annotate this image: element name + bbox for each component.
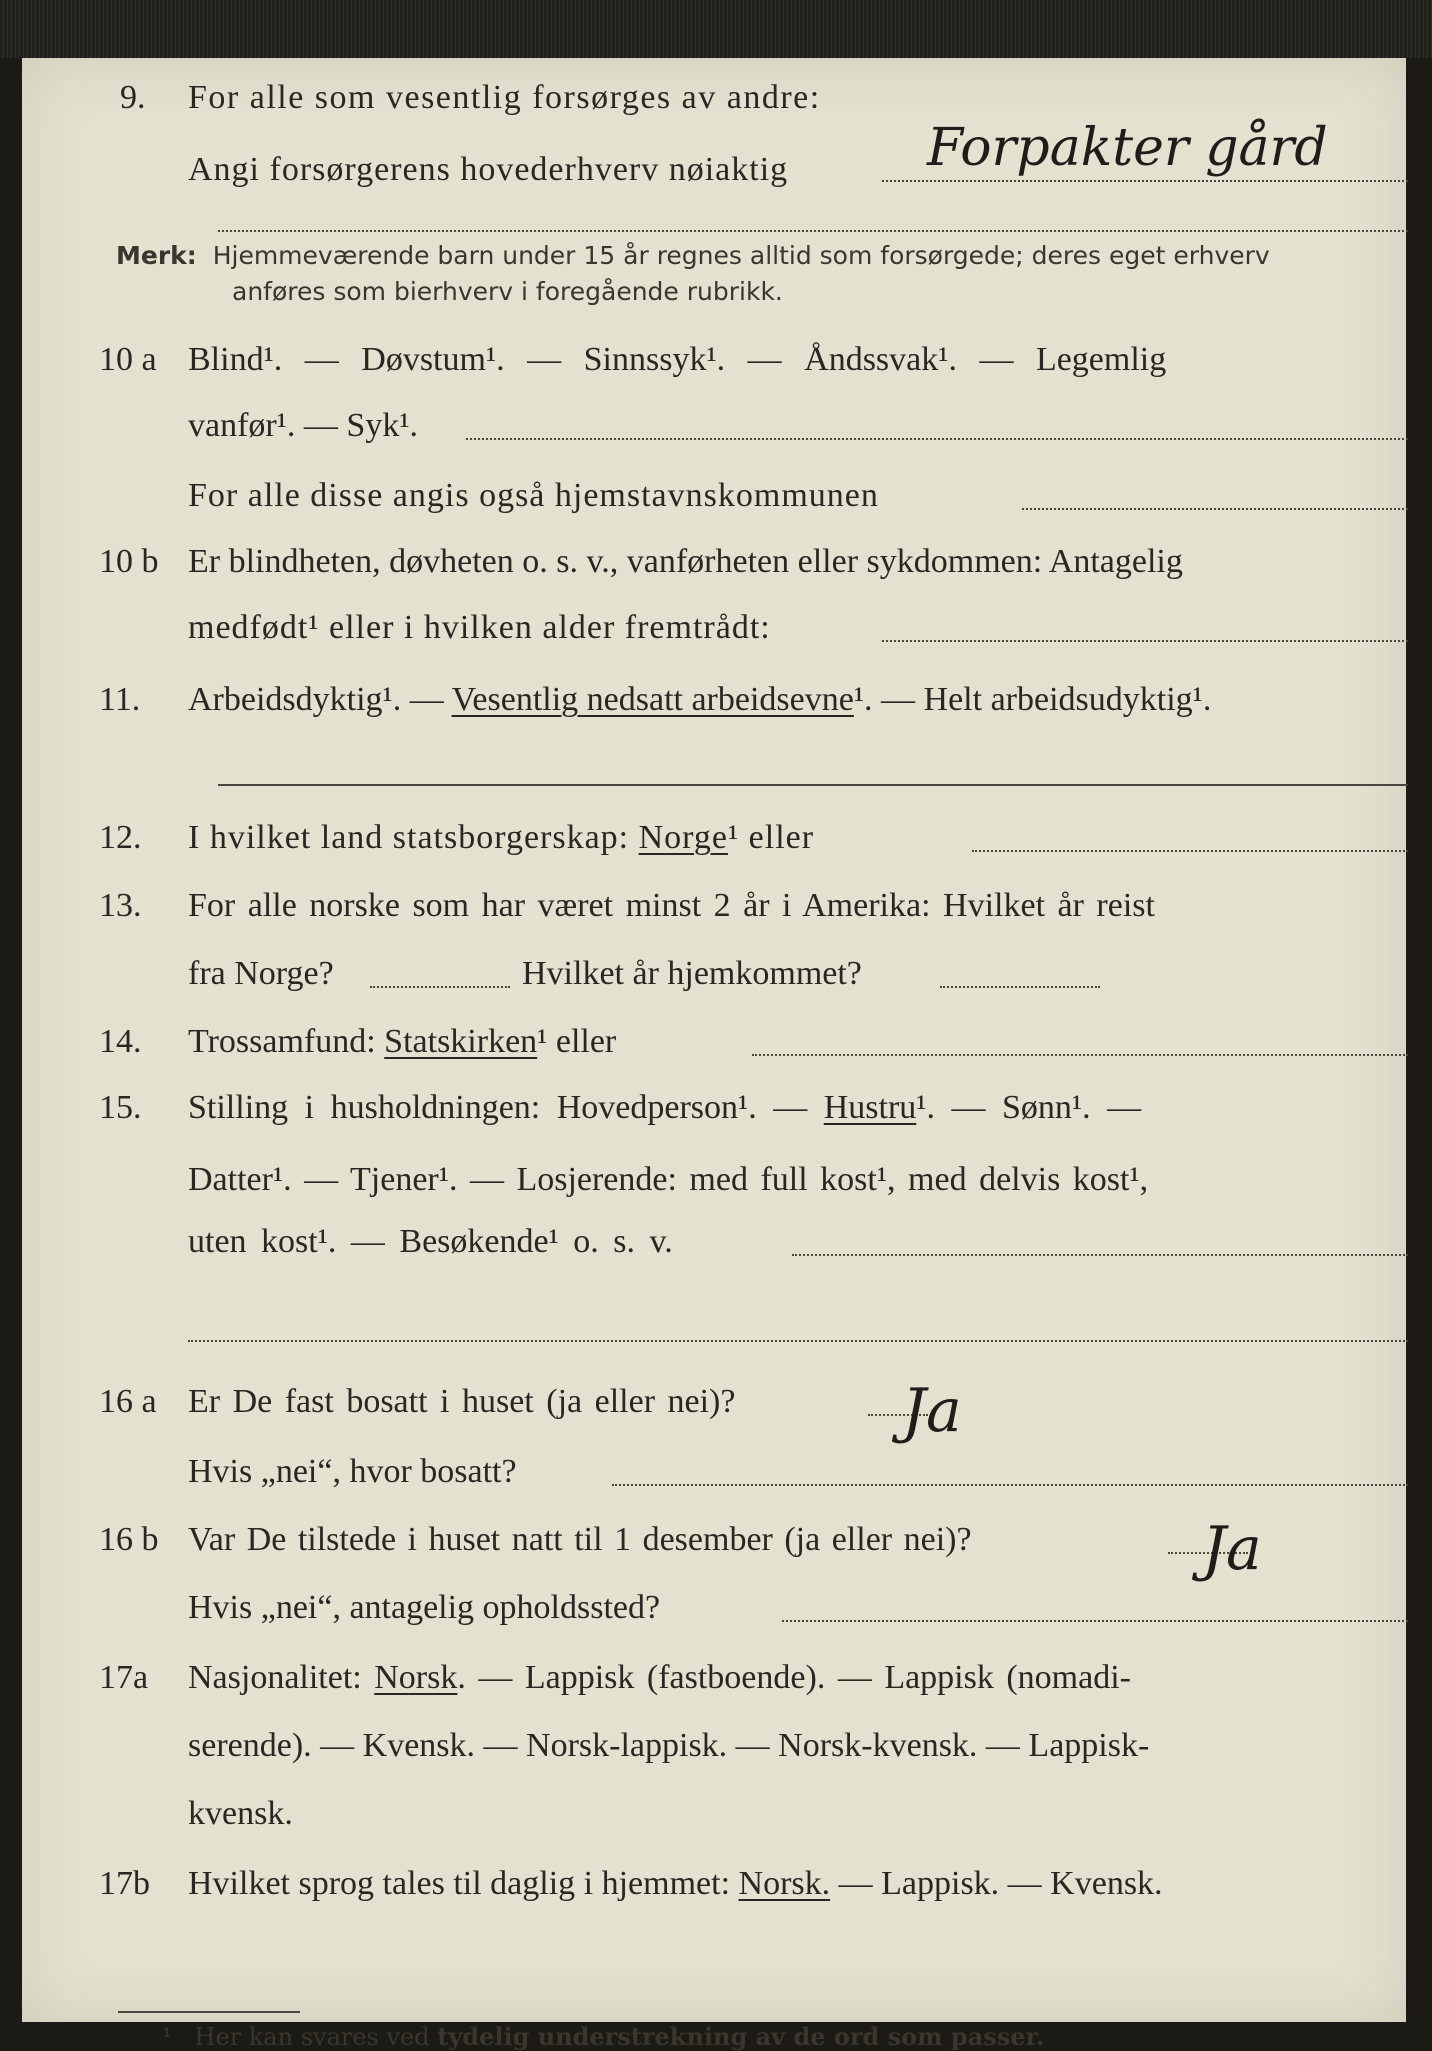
- q17a-text-1: [188, 1648, 1131, 1708]
- q14-text: [188, 1012, 616, 1072]
- q11-option-unfit: ¹. — Helt arbeidsudyktig¹.: [853, 681, 1212, 718]
- q15-label: Stilling i husholdningen: Hovedperson¹. —: [188, 1089, 824, 1126]
- q14-eller: ¹ eller: [537, 1023, 617, 1060]
- q13-text-2b: Hvilket år hjemkommet?: [522, 955, 862, 992]
- q10a-text-2: vanfør¹. — Syk¹.: [188, 407, 419, 444]
- q17a-text-2: serende). — Kvensk. — Norsk-lappisk. — Norsk-kvensk. — Lappisk-: [188, 1727, 1150, 1764]
- merk-text-2: anføres som bierhverv i foregående rubrikk.: [232, 277, 783, 306]
- q14-answer-line[interactable]: [752, 1054, 1408, 1056]
- q12-eller: ¹ eller: [727, 819, 815, 856]
- q9-number: 9.: [120, 79, 146, 116]
- q16b-row-1: [22, 1510, 1406, 1570]
- q17a-row-2: [22, 1716, 1406, 1776]
- footnote: [162, 2022, 1044, 2051]
- q13-text-1: For alle norske som har været minst 2 år i Amerika: Hvilket år reist: [188, 887, 1155, 924]
- q10a-hometown-line[interactable]: [1022, 508, 1408, 510]
- q17b-label: Hvilket sprog tales til daglig i hjemmet:: [188, 1865, 739, 1902]
- q17a-row-3: [22, 1784, 1406, 1844]
- q14-row: [22, 1012, 1406, 1072]
- q17a-other-options: . — Lappisk (fastboende). — Lappisk (nomadi-: [457, 1659, 1131, 1696]
- q17a-row-1: [22, 1648, 1406, 1708]
- q10a-number: 10 a: [99, 341, 157, 378]
- scan-edge: [0, 0, 1432, 58]
- q10a-row-2: [22, 396, 1406, 456]
- q16b-number: 16 b: [99, 1521, 159, 1558]
- q15-text-3: uten kost¹. — Besøkende¹ o. s. v.: [188, 1223, 673, 1260]
- footnote-bold-text: tydelig understrekning av de ord som passer.: [437, 2022, 1045, 2051]
- q10a-row-1: [22, 330, 1406, 390]
- q17b-other-options: — Lappisk. — Kvensk.: [830, 1865, 1163, 1902]
- q10a-answer-line[interactable]: [466, 438, 1408, 440]
- q16b-location-line[interactable]: [782, 1620, 1408, 1622]
- q12-label: I hvilket land statsborgerskap:: [188, 819, 639, 856]
- q13-number: 13.: [99, 887, 142, 924]
- q11-number: 11.: [99, 681, 141, 718]
- q12-number: 12.: [99, 819, 142, 856]
- q11-text: [188, 670, 1211, 730]
- q15-other-options: ¹. — Sønn¹. —: [916, 1089, 1142, 1126]
- q10b-number: 10 b: [99, 543, 159, 580]
- q13-year-returned-line[interactable]: [940, 986, 1100, 988]
- q16b-row-2: [22, 1578, 1406, 1638]
- q17a-text-3: kvensk.: [188, 1795, 293, 1832]
- q17b-number: 17b: [99, 1865, 150, 1902]
- q12-answer-line[interactable]: [972, 850, 1408, 852]
- q15-text-1: [188, 1078, 1141, 1138]
- q16b-text-1: Var De tilstede i huset natt til 1 desember (ja eller nei)?: [188, 1521, 972, 1558]
- q10b-answer-line[interactable]: [882, 640, 1408, 642]
- q12-option-norge-selected[interactable]: Norge: [638, 819, 728, 856]
- footnote-text: Her kan svares ved: [194, 2023, 438, 2051]
- q16b-text-2: Hvis „nei“, antagelig opholdssted?: [188, 1589, 661, 1626]
- q16a-answer-handwriting: Ja: [902, 1376, 962, 1446]
- q15-number: 15.: [99, 1089, 142, 1126]
- q13-row-2: [22, 944, 1406, 1004]
- q16a-row-2: [22, 1442, 1406, 1502]
- q16a-text-2: Hvis „nei“, hvor bosatt?: [188, 1453, 517, 1490]
- q17b-row: [22, 1854, 1406, 1914]
- q12-text: [188, 808, 814, 868]
- q15-row-2: [22, 1150, 1406, 1210]
- q14-option-statskirken-selected[interactable]: Statskirken: [384, 1023, 538, 1060]
- q13-row-1: [22, 876, 1406, 936]
- q9-answer-line[interactable]: [882, 180, 1408, 182]
- q15-text-2: Datter¹. — Tjener¹. — Losjerende: med full kost¹, med delvis kost¹,: [188, 1161, 1149, 1198]
- merk-text-1: Hjemmeværende barn under 15 år regnes alltid som forsørgede; deres eget erhverv: [212, 241, 1270, 270]
- q11-divider: [218, 784, 1408, 786]
- q10a-text-3: For alle disse angis også hjemstavnskommunen: [188, 477, 879, 514]
- census-form-page: [22, 58, 1406, 2051]
- q10b-row-2: [22, 598, 1406, 658]
- q15-second-line[interactable]: [188, 1340, 1408, 1342]
- q16a-number: 16 a: [99, 1383, 157, 1420]
- q11-row: [22, 670, 1406, 730]
- q17b-option-norsk-selected[interactable]: Norsk.: [738, 1865, 831, 1902]
- q17a-label: Nasjonalitet:: [188, 1659, 375, 1696]
- q13-year-left-line[interactable]: [370, 986, 510, 988]
- q16a-text-1: Er De fast bosatt i huset (ja eller nei)?: [188, 1383, 736, 1420]
- q15-answer-line[interactable]: [792, 1254, 1408, 1256]
- q16b-answer-handwriting: Ja: [1202, 1514, 1262, 1584]
- q16a-location-line[interactable]: [612, 1484, 1408, 1486]
- q14-number: 14.: [99, 1023, 142, 1060]
- footnote-mark: ¹: [162, 2023, 172, 2051]
- q9-text-1: For alle som vesentlig forsørges av andre:: [188, 79, 821, 116]
- q11-option-reduced-selected[interactable]: Vesentlig nedsatt arbeidsevne: [451, 681, 854, 718]
- q10a-row-3: [22, 466, 1406, 526]
- q9-text-2: Angi forsørgerens hovederhverv nøiaktig: [188, 151, 789, 188]
- q10a-text-1: Blind¹. — Døvstum¹. — Sinnssyk¹. — Åndssvak¹. — Legemlig: [188, 341, 1167, 378]
- q9-second-line[interactable]: [218, 230, 1408, 232]
- q10b-text-1: Er blindheten, døvheten o. s. v., vanførheten eller sykdommen: Antagelig: [188, 543, 1183, 580]
- q17a-option-norsk-selected[interactable]: Norsk: [374, 1659, 458, 1696]
- q10b-row-1: [22, 532, 1406, 592]
- q12-row: [22, 808, 1406, 868]
- footnote-rule: [118, 2011, 300, 2013]
- merk-note: [116, 238, 1270, 310]
- q9-answer-handwriting: Forpakter gård: [927, 118, 1328, 178]
- merk-label: Merk:: [116, 241, 197, 270]
- q17b-text: [188, 1854, 1163, 1914]
- q11-option-fit: Arbeidsdyktig¹. —: [188, 681, 452, 718]
- q16a-row-1: [22, 1372, 1406, 1432]
- q15-row-3: [22, 1212, 1406, 1272]
- q17a-number: 17a: [99, 1659, 149, 1696]
- q13-text-2a: fra Norge?: [188, 955, 334, 992]
- q10b-text-2: medfødt¹ eller i hvilken alder fremtrådt:: [188, 609, 771, 646]
- q15-row-1: [22, 1078, 1406, 1138]
- q14-label: Trossamfund:: [188, 1023, 385, 1060]
- q15-option-hustru-selected[interactable]: Hustru: [823, 1089, 917, 1126]
